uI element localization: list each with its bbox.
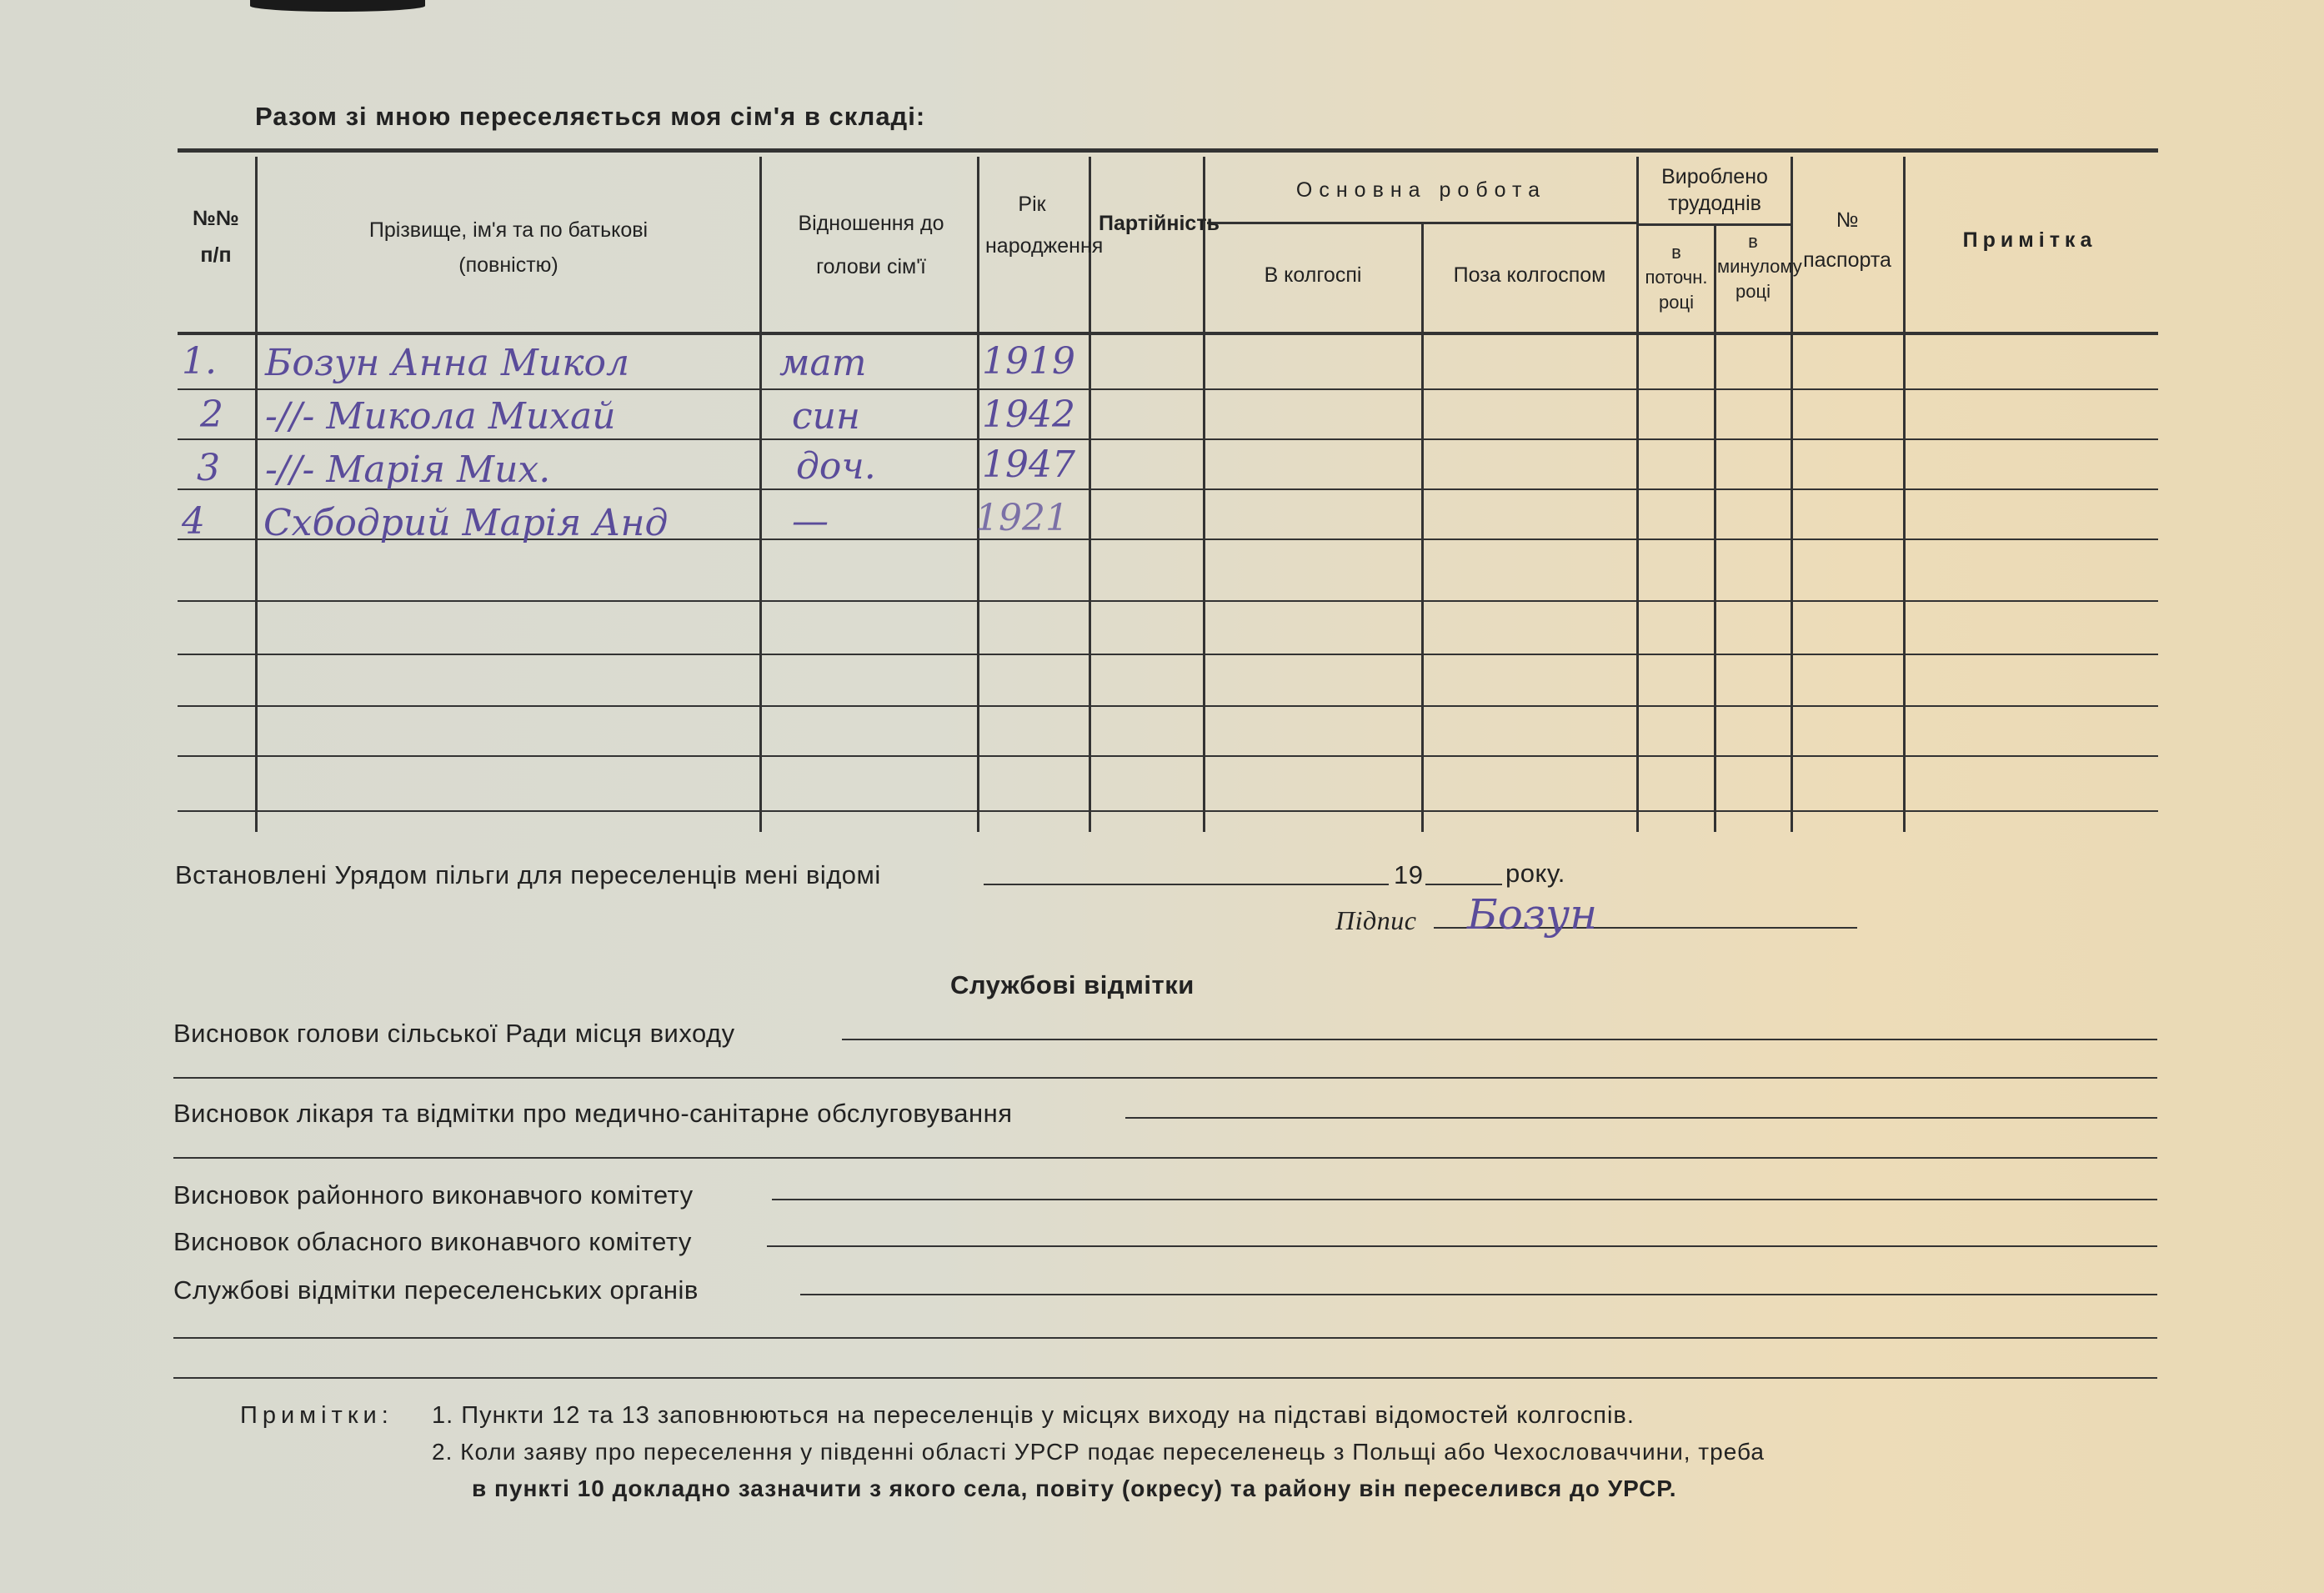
header-relation: Відношення до голови сім'ї [798,212,944,278]
table-row-rule [178,705,2158,707]
header-work-outside: Поза колгоспом [1453,263,1606,287]
row-2-name: -//- Микола Михай [265,395,616,438]
row-2-relation: син [792,395,860,438]
benefits-text: Встановлені Урядом пільги для переселенців мені відомі [175,860,881,889]
row-1-num: 1. [182,340,217,383]
table-row-rule [178,755,2158,757]
benefits-year-prefix: 19 [1394,860,1424,889]
office-line-3: Висновок районного виконавчого комітету [173,1180,694,1210]
row-4-num: 4 [182,500,205,543]
benefits-year-suffix: року. [1505,859,1565,888]
row-4-year: 1921 [975,497,1069,539]
row-3-name: -//- Марія Мих. [265,448,551,491]
row-1-year: 1919 [982,340,1075,383]
header-work-group: Основна робота [1295,178,1547,202]
table-row-rule [178,654,2158,655]
header-name: Прізвище, ім'я та по батькові (повністю) [368,218,649,277]
header-party: Партійність [1099,212,1220,235]
table-row-rule [178,388,2158,390]
header-trudo-current: в поточн. році [1645,242,1708,313]
row-3-relation: доч. [796,445,876,488]
note-2a: 2. Коли заяву про переселення у південні області УРСР подає переселенець з Польщі або Чехословаччини, треба [432,1439,1765,1465]
row-4-name: Схбодрий Марія Анд [263,502,669,544]
table-row-rule [178,600,2158,602]
header-year: Рік народження [985,193,1104,258]
office-line-4: Висновок обласного виконавчого комітету [173,1227,692,1256]
notes-label: Примітки: [240,1402,393,1429]
row-3-year: 1947 [982,443,1075,486]
row-4-relation: — [792,500,829,543]
table-row-rule [178,810,2158,812]
office-line-1: Висновок голови сільської Ради місця виходу [173,1019,735,1048]
header-num: №№ п/п [193,207,239,267]
signature: Бозун [1467,890,1598,939]
header-trudo-last: в минулому році [1717,231,1802,302]
header-work-kolhosp: В колгоспі [1264,263,1362,287]
header-note: Примітка [1962,228,2097,252]
table-row-rule [178,438,2158,440]
office-line-5: Службові відмітки переселенських органів [173,1275,699,1305]
header-trudo-group: Вироблено трудоднів [1661,165,1768,215]
section-heading: Разом зі мною переселяється моя сім'я в складі: [255,102,926,131]
note-1: 1. Пункти 12 та 13 заповнюються на переселенців у місцях виходу на підставі відомостей колгоспів. [432,1402,1635,1429]
row-2-num: 2 [200,393,223,436]
torn-edge [250,0,425,12]
row-2-year: 1942 [982,393,1075,436]
row-3-num: 3 [197,447,220,489]
row-1-name: Бозун Анна Микол [265,342,629,384]
signature-label: Підпис [1335,905,1417,935]
header-passport: № паспорта [1803,208,1891,272]
note-2b: в пункті 10 докладно зазначити з якого села, повіту (окресу) та району він переселився до УРСР. [472,1475,1677,1501]
office-title: Службові відмітки [950,970,1195,999]
office-line-2: Висновок лікаря та відмітки про медично-санітарне обслуговування [173,1099,1013,1128]
row-1-relation: мат [779,342,867,384]
